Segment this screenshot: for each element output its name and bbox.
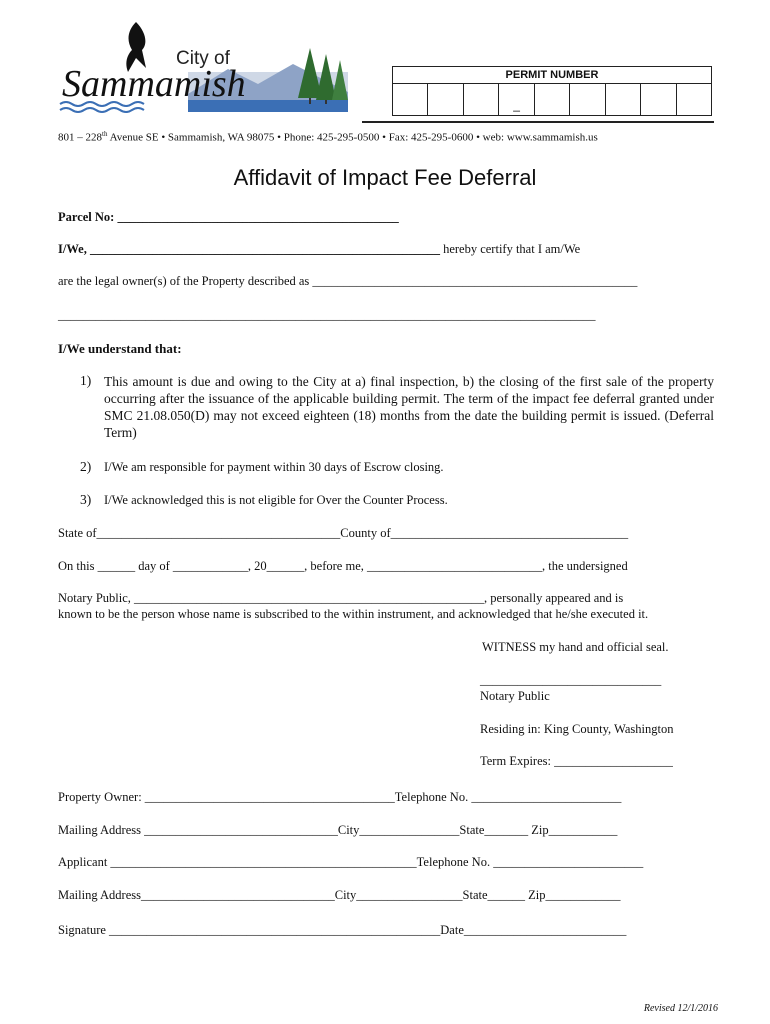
revision-date: Revised 12/1/2016 <box>643 1003 718 1014</box>
permit-digit-cell[interactable] <box>428 84 463 116</box>
permit-number-label: PERMIT NUMBER <box>393 67 711 84</box>
item-number: 3) <box>80 492 92 507</box>
understand-heading: I/We understand that: <box>58 341 182 356</box>
header-rule <box>362 121 714 123</box>
item-number: 2) <box>80 459 92 474</box>
notary-public-field[interactable]: Notary Public, ________________________________________________________, personally appeared and is <box>58 591 624 605</box>
permit-digit-cell[interactable] <box>677 84 711 116</box>
permit-digit-cell[interactable] <box>570 84 605 116</box>
permit-number-box <box>392 66 712 116</box>
permit-digit-cell[interactable] <box>606 84 641 116</box>
permit-digit-cell[interactable] <box>641 84 676 116</box>
property-description-field[interactable]: are the legal owner(s) of the Property described as ____________________________________________________ <box>58 274 638 288</box>
state-county-field[interactable]: State of_______________________________________County of______________________________________ <box>58 526 629 540</box>
notary-date-field[interactable]: On this ______ day of ____________, 20______, before me, ____________________________, the undersigned <box>58 559 628 573</box>
iwe-field[interactable]: I/We, ________________________________________________________ hereby certify that I am/We <box>58 242 581 256</box>
witness-text: WITNESS my hand and official seal. <box>482 640 669 654</box>
notary-signature-line[interactable]: _____________________________ <box>480 673 662 687</box>
permit-digit-cell[interactable] <box>464 84 499 116</box>
permit-digit-cell[interactable] <box>499 84 534 116</box>
applicant-mailing-address-field[interactable]: Mailing Address_______________________________City_________________State______ Zip____________ <box>58 888 621 902</box>
parcel-field[interactable]: Parcel No: _____________________________________________ <box>58 210 399 224</box>
permit-digit-cell[interactable] <box>535 84 570 116</box>
property-owner-field[interactable]: Property Owner: ________________________________________Telephone No. ________________________ <box>58 790 622 804</box>
item-text: I/We am responsible for payment within 30 days of Escrow closing. <box>104 460 444 474</box>
property-description-line[interactable]: ______________________________________________________________________________________ <box>58 308 596 322</box>
permit-digit-cell[interactable] <box>393 84 428 116</box>
signature-date-field[interactable]: Signature _____________________________________________________Date__________________________ <box>58 923 627 937</box>
term-expires-field[interactable]: Term Expires: ___________________ <box>480 754 673 768</box>
item-number: 1) <box>80 373 92 388</box>
city-address: 801 – 228th Avenue SE • Sammamish, WA 98075 • Phone: 425-295-0500 • Fax: 425-295-0600 • web: www.sammamish.us <box>58 130 598 144</box>
permit-dash: _ <box>513 98 520 112</box>
notary-public-label: Notary Public <box>480 689 550 703</box>
logo-washington: Washington <box>248 111 311 125</box>
page-title: Affidavit of Impact Fee Deferral <box>233 165 537 190</box>
residing-text: Residing in: King County, Washington <box>480 722 674 736</box>
city-logo <box>58 14 358 126</box>
item-text: I/We acknowledged this is not eligible for Over the Counter Process. <box>104 493 448 507</box>
notary-statement: known to be the person whose name is subscribed to the within instrument, and acknowledged that he/she executed it. <box>58 607 649 621</box>
applicant-field[interactable]: Applicant _________________________________________________Telephone No. ________________________ <box>58 855 644 869</box>
item-text: This amount is due and owing to the City at a) final inspection, b) the closing of the first sale of the property occurring after the issuance of the applicable building permit. The term of the impact fee deferral granted under SMC 21.08.050(D) may not exceed eighteen (18) months from the date the building permit is issued. (Deferral Term) <box>104 374 714 440</box>
logo-sammamish: Sammamish <box>62 63 246 105</box>
logo-city-of: City of <box>176 48 230 69</box>
owner-mailing-address-field[interactable]: Mailing Address _______________________________City________________State_______ Zip___________ <box>58 823 618 837</box>
